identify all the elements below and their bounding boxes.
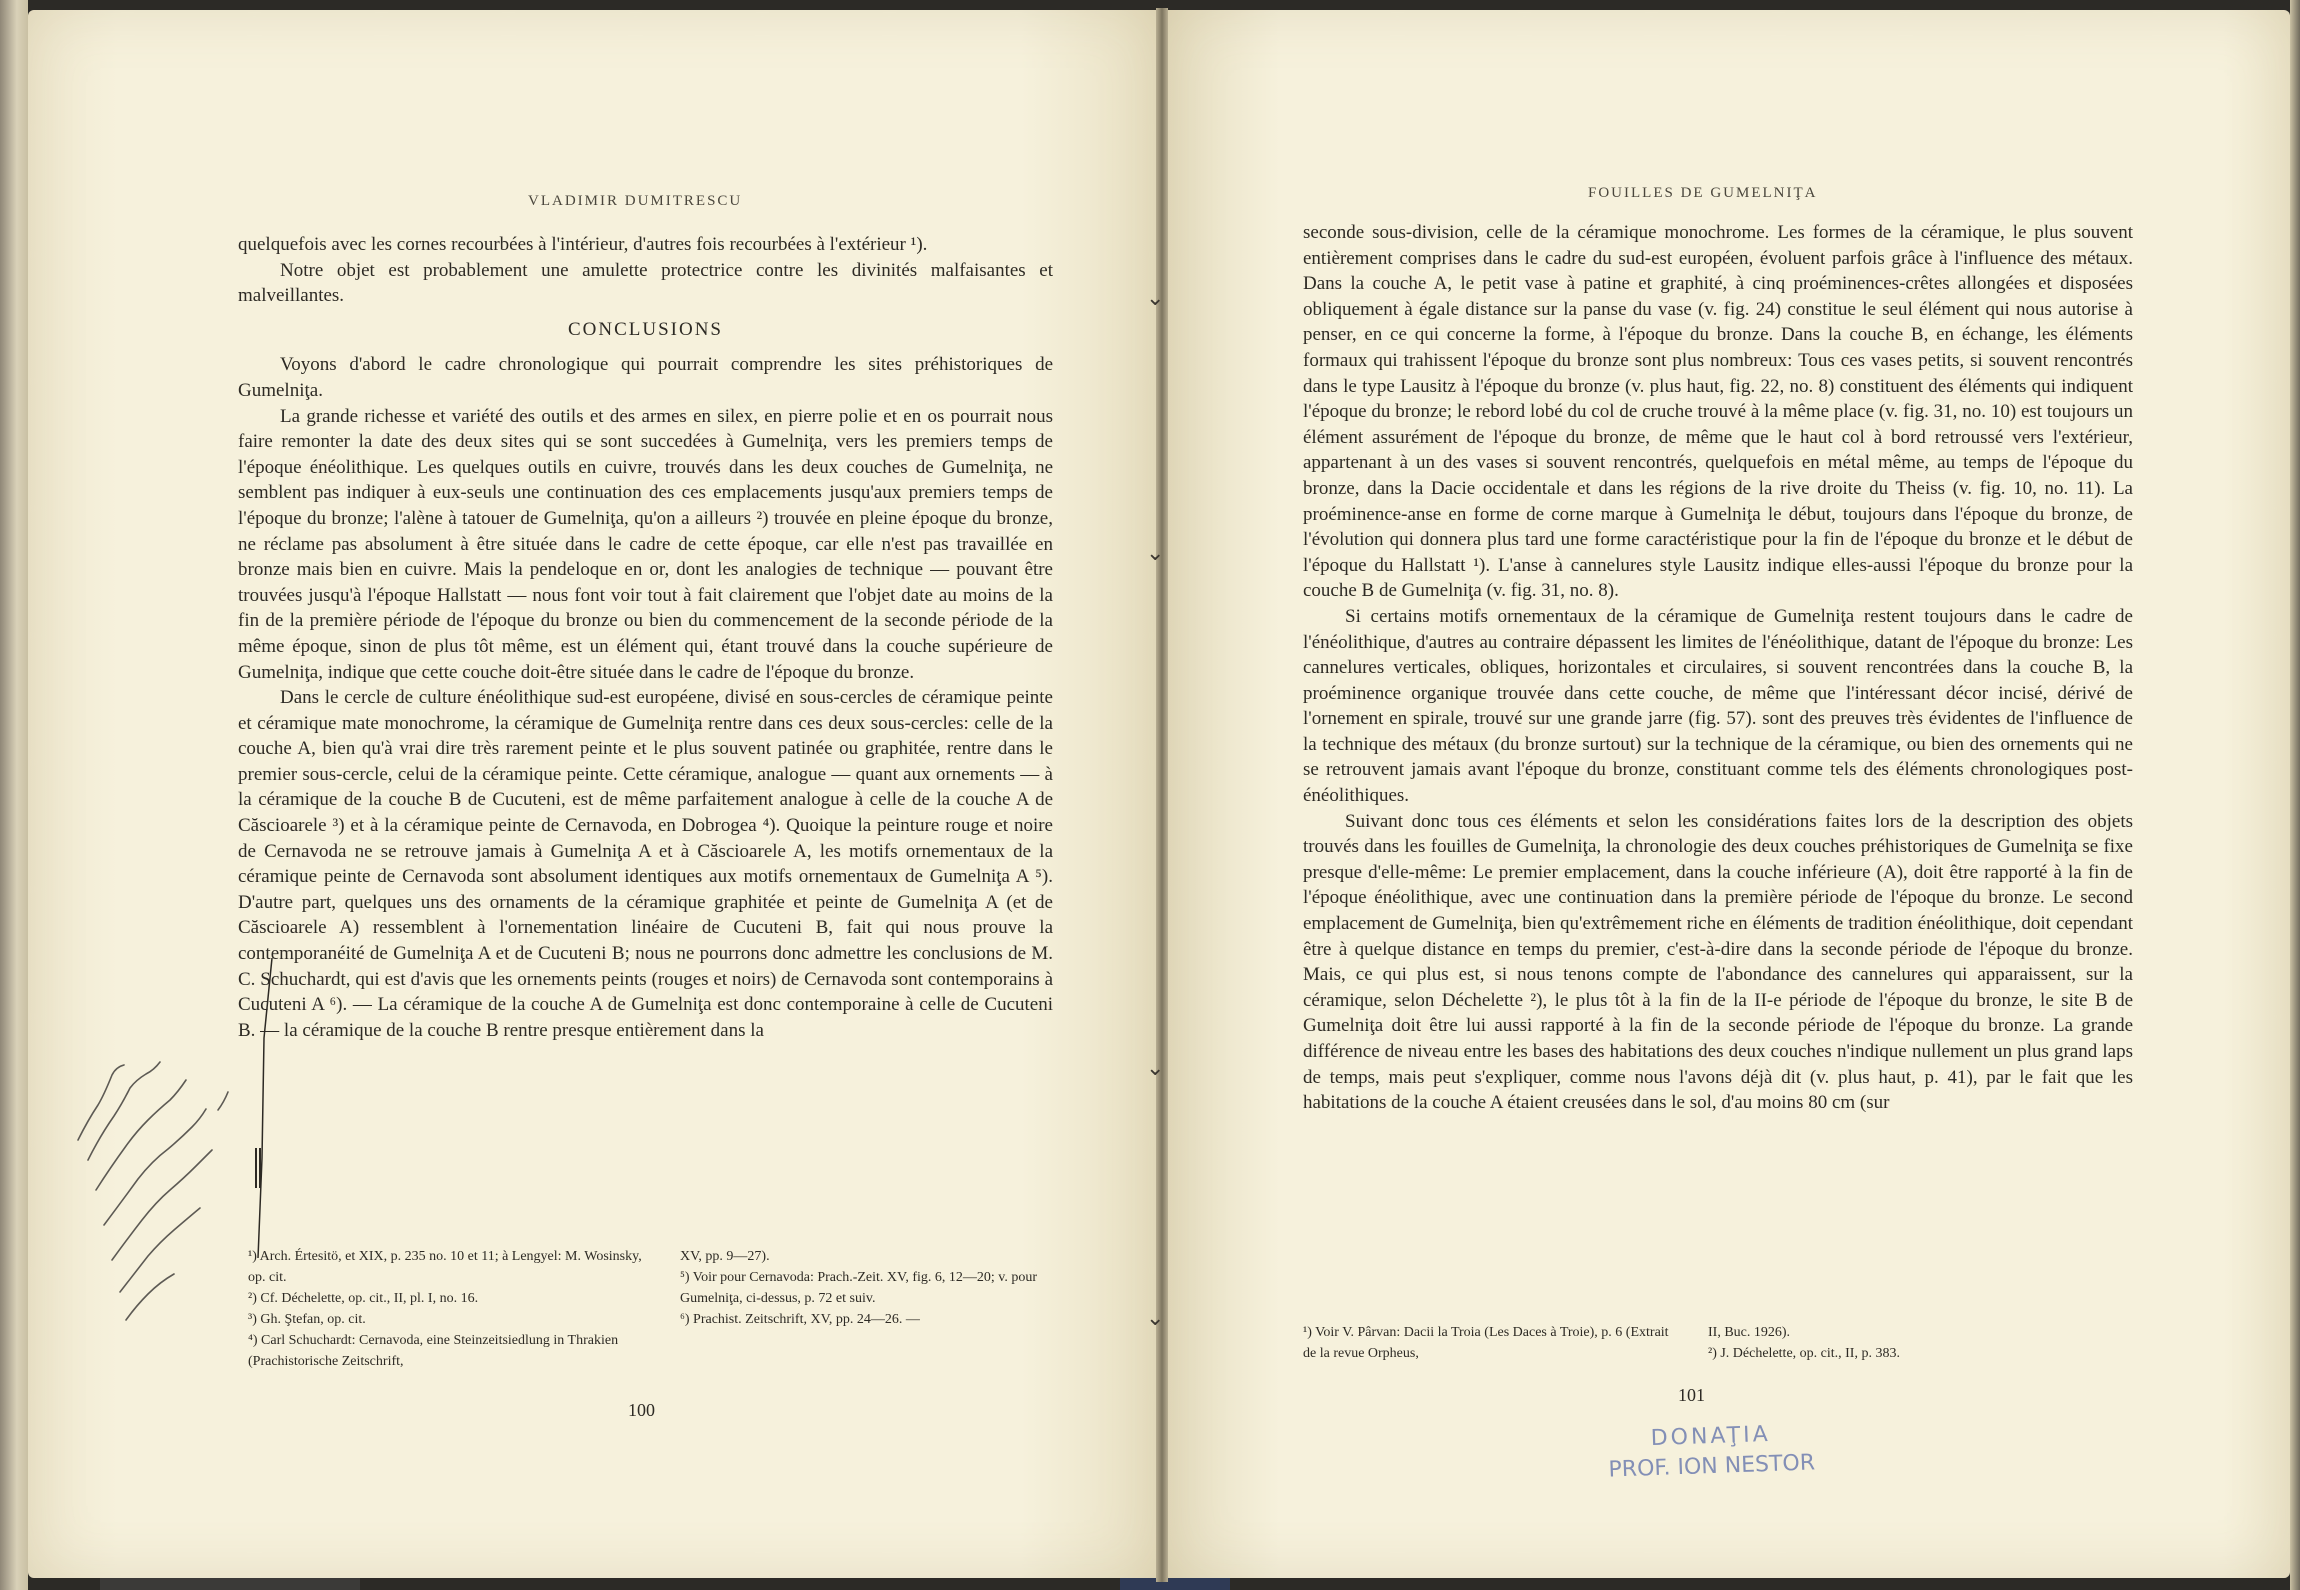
paragraph: seconde sous-division, celle de la céramique monochrome. Les formes de la céramique, le plus souvent entièrement comprises dans le cadre du sud-est européen, évoluent parfois grâce à l'influence des métaux. Dans la couche A, le petit vase à patine et graphité, à cinq proéminences-crêtes allongées et disposées obliquement à égale distance sur la panse du vase (v. fig. 24) constitue le seul élément qui nous autorise à penser, en ce qui concerne la forme, à l'époque du bronze. Dans la couche B, en échange, les éléments formaux qui trahissent l'époque du bronze sont plus nombreux: Tous ces vases petits, si souvent rencontrés dans le type Lausitz à l'époque du bronze (v. plus haut, fig. 22, no. 8) constituent des éléments qui indiquent l'époque du bronze; le rebord lobé du col de cruche trouvé à la même place (v. fig. 31, no. 10) est toujours un élément assurément de l'époque du bronze, de même que le haut col à bord retroussé vers l'extérieur, appartenant à un des vases si souvent rencontrés, quelquefois en métal même, au temps de l'époque du bronze, dans la Dacie occidentale et dans les régions de la rive droite du Theiss (v. fig. 10, no. 11). La proéminence-anse en forme de corne marque à Gumelniţa le début, toujours dans l'époque du bronze, de l'évolution qui donnera plus tard une forme caractéristique pour la fin de l'époque du bronze et le début de l'époque du Hallstatt ¹). L'anse à cannelures style Lausitz indique elles-aussi l'époque du bronze pour la couche B de Gumelniţa (v. fig. 31, no. 8). — [1303, 222, 2133, 602]
paragraph: Suivant donc tous ces éléments et selon les considérations faites lors de la description des objets trouvés dans les fouilles de Gumelniţa, la chronologie des deux couches préhistoriques de Gumelniţa se fixe presque d'elle-même: Le premier emplacement, dans la couche inférieure (A), doit être rapporté à la fin de l'époque énéolithique, avec une continuation dans la première période de l'époque du bronze. Le second emplacement de Gumelniţa, bien qu'extrêmement riche en éléments de tradition énéolithique, doit cependant être à quelque distance en temps du premier, c'est-à-dire dans la seconde période de l'époque du bronze. Mais, ce qui plus est, si nous tenons compte de l'abondance des cannelures qui apparaissent, sur la céramique, selon Déchelette ²), le plus tôt à la fin de la II-e période de l'époque du bronze, le site B de Gumelniţa doit être lui aussi rapporté à la fin de la seconde période de l'époque du bronze. La grande différence de niveau entre les bases des habitations des deux couches n'indique nullement un plus grand laps de temps, mais peut s'expliquer, comme nous l'avons déjà dit (v. plus haut, p. 41), par le fait que les habitations de la couche A étaient creusées dans le sol, d'au moins 80 cm (sur — [1303, 810, 2133, 1114]
left-page — [28, 10, 1156, 1578]
footnote: ⁵) Voir pour Cernavoda: Prach.-Zeit. XV, fig. 6, 12—20; v. pour Gumelniţa, ci-dessus, p. 72 et suiv. — [680, 1270, 1038, 1306]
text-column — [1303, 220, 2133, 1116]
donation-stamp — [1607, 1418, 1816, 1485]
paragraph: La grande richesse et variété des outils et des armes en silex, en pierre polie et en os pourrait nous faire remonter la date des deux sites qui se sont succedées à Gumelniţa, vers les premiers temps de l'époque énéolithique. Les quelques outils en cuivre, trouvés dans les deux couches de Gumelniţa, ne semblent pas indiquer à eux-seuls une continuation des ces emplacements jusqu'aux premiers temps de l'époque du bronze; l'alène à tatouer de Gumelniţa, qu'on a ailleurs ²) trouvée en pleine époque du bronze, ne réclame pas absolument à être située dans le cadre de cette époque, car elle n'est pas travaillée en bronze mais bien en cuivre. Mais la pendeloque en or, dont les analogies de technique — pouvant être trouvées jusqu'à l'époque Hallstatt — nous font voir tout à fait clairement que l'objet date au moins de la fin de la première période de l'époque du bronze ou bien du commencement de la seconde période de la même époque, sinon de plus tôt même, est un élément qui, étant trouvé dans la couche supérieure de Gumelniţa, indique que cette couche doit-être située dans le cadre de l'époque du bronze. — [238, 405, 1053, 683]
paragraph: Voyons d'abord le cadre chronologique qui pourrait comprendre les sites préhistoriques de Gumelniţa. — [238, 354, 1053, 401]
footnote: ²) Cf. Déchelette, op. cit., II, pl. I, no. 16. — [248, 1291, 479, 1306]
binding-thread-icon: ⌄ — [1146, 1055, 1165, 1080]
footnotes — [1303, 1322, 1683, 1364]
footnote: ⁶) Prachist. Zeitschrift, XV, pp. 24—26. — — [680, 1312, 920, 1327]
footnote: ²) J. Déchelette, op. cit., II, p. 383. — [1708, 1346, 1900, 1361]
paragraph: quelquefois avec les cornes recourbées à l'intérieur, d'autres fois recourbées à l'extérieur ¹). — [238, 234, 928, 255]
footnote: II, Buc. 1926). — [1708, 1325, 1791, 1340]
paragraph: Si certains motifs ornementaux de la céramique de Gumelniţa restent toujours dans le cadre de l'énéolithique, d'autres au contraire dépassent les limites de l'énéolithique, datant de l'époque du bronze: Les cannelures verticales, obliques, horizontales et circulaires, si souvent rencontrées dans la couche B, la proéminence organique trouvée dans cette couche, de même que l'intéressant décor incisé, dérivé de l'ornement en spirale, trouvé sur une grande jarre (fig. 57). sont des preuves très évidentes de l'influence de la technique des métaux (du bronze surtout) sur la technique de la céramique, ou bien des ornements qui ne se retrouvent jamais avant l'époque du bronze, constituant comme tels des éléments chronologiques post-énéolithiques. — [1303, 605, 2133, 807]
running-head: FOUILLES DE GUMELNIŢA — [1588, 185, 1818, 201]
pencil-scribble-icon — [68, 1020, 268, 1350]
book-edge-right — [2290, 0, 2300, 1590]
page-number: 101 — [1678, 1385, 1705, 1405]
page-number: 100 — [628, 1400, 655, 1420]
book-edge-left — [0, 0, 28, 1590]
book-gutter — [1156, 8, 1168, 1582]
running-head: VLADIMIR DUMITRESCU — [528, 193, 743, 209]
footnote: ¹) Arch. Értesitö, et XIX, p. 235 no. 10 et 11; à Lengyel: M. Wosinsky, op. cit. — [248, 1249, 642, 1285]
footnote: XV, pp. 9—27). — [680, 1249, 770, 1264]
paragraph: Notre objet est probablement une amulette protectrice contre les divinités malfaisantes et malveillantes. — [238, 259, 1053, 307]
stamp-line: DONAŢIA — [1650, 1421, 1772, 1452]
binding-thread-icon: ⌄ — [1146, 1305, 1165, 1330]
footnote: ³) Gh. Ştefan, op. cit. — [248, 1312, 366, 1327]
footnote: ⁴) Carl Schuchardt: Cernavoda, eine Steinzeitsiedlung in Thrakien (Prachistorische Zeitschrift, — [248, 1333, 619, 1369]
binding-thread-icon: ⌄ — [1146, 540, 1165, 565]
handwritten-margin-note — [68, 1020, 268, 1350]
footnotes — [248, 1246, 648, 1372]
binding-thread-icon: ⌄ — [1146, 285, 1165, 310]
text-column — [238, 232, 1053, 1043]
footnote: ¹) Voir V. Pârvan: Dacii la Troia (Les Daces à Troie), p. 6 (Extrait de la revue Orpheus, — [1303, 1325, 1669, 1361]
footnotes — [1708, 1322, 2148, 1364]
right-page — [1168, 10, 2290, 1578]
paragraph: Dans le cercle de culture énéolithique sud-est européene, divisé en sous-cercles de céramique peinte et céramique mate monochrome, la céramique de Gumelniţa rentre dans ces deux sous-cercles: celle de la couche A, bien qu'à vrai dire très rarement peinte et le plus souvent patinée ou graphitée, rentre dans le premier sous-cercle, celui de la céramique peinte. Cette céramique, analogue — quant aux ornements — à la céramique de la couche B de Cucuteni, est de même parfaitement analogue à celle de la couche A de Căscioarele ³) et à la céramique peinte de Cernavoda, en Dobrogea ⁴). Quoique la peinture rouge et noire de Cernavoda ne se retrouve jamais à Gumelniţa A et à Căscioarele A, les motifs ornementaux de la céramique peinte de Cernavoda sont absolument identiques aux motifs ornementaux de Gumelniţa A ⁵). D'autre part, quelques uns des ornaments de la céramique graphitée et peinte de Gumelniţa A (et de Căscioarele A) ressemblent à l'ornementation linéaire de Cucuteni B, fait qui nous prouve la contemporanéité de Gumelniţa A et de Cucuteni B; nous ne pourrons donc admettre les conclusions de M. C. Schuchardt, qui est d'avis que les ornements peints (rouges et noirs) de Cernavoda sont contemporains à Cucuteni A ⁶). — La céramique de la couche A de Gumelniţa est donc contemporaine à celle de Cucuteni B. — la céramique de la couche B rentre presque entièrement dans la — [238, 687, 1053, 1041]
stamp-line: PROF. ION NESTOR — [1608, 1450, 1816, 1483]
section-heading: CONCLUSIONS — [567, 318, 724, 340]
footnotes — [680, 1246, 1060, 1330]
